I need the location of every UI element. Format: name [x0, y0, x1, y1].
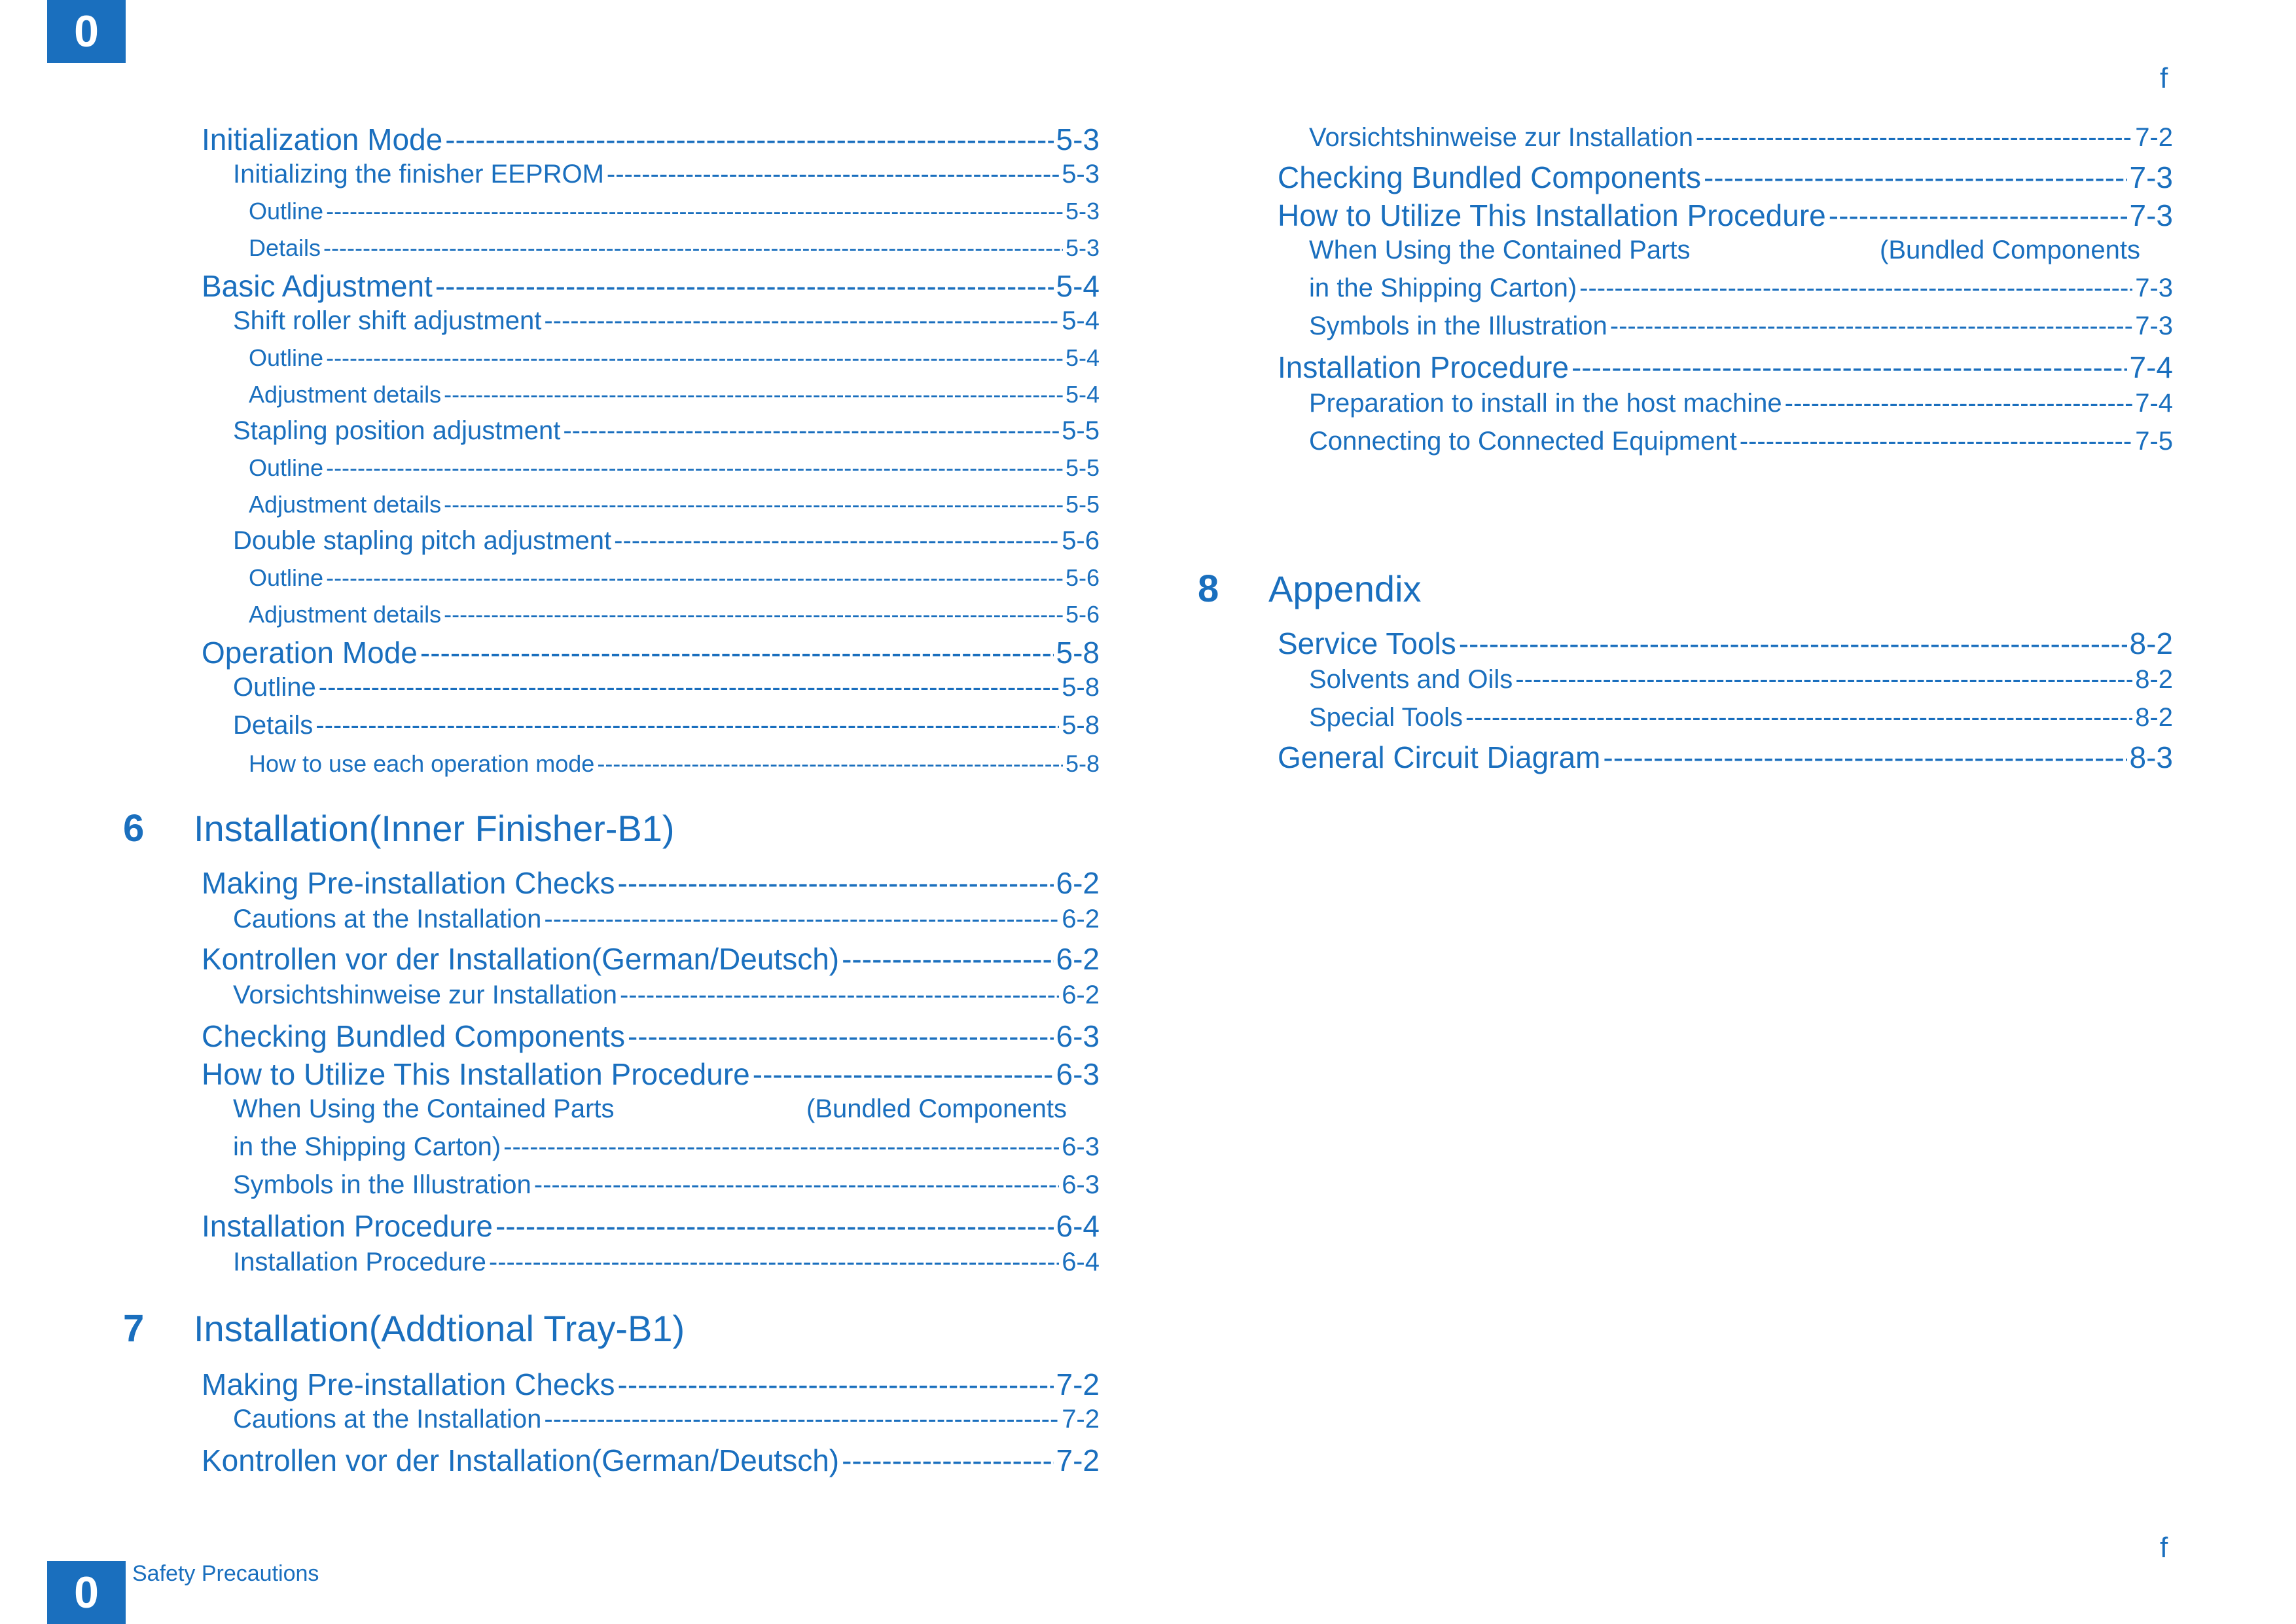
toc-entry[interactable]: Cautions at the Installation ----- 6-2 — [233, 905, 1100, 937]
chapter-title: Appendix — [1268, 568, 1422, 609]
toc-entry[interactable]: Details ----- 5-8 — [233, 711, 1100, 744]
toc-entry[interactable]: Outline ----- 5-5 — [249, 454, 1100, 484]
toc-entry-line: (Bundled Components — [1880, 236, 2141, 264]
toc-entry[interactable]: Special Tools ----- 8-2 — [1309, 703, 2173, 736]
toc-entry[interactable]: How to Utilize This Installation Procedure ----- 7-3 — [1278, 198, 2173, 234]
page-letter-top: f — [2160, 62, 2168, 94]
toc-entry[interactable]: Solvents and Oils ----- 8-2 — [1309, 665, 2173, 698]
chapter-title: Installation(Inner Finisher-B1) — [194, 808, 675, 849]
toc-entry[interactable]: General Circuit Diagram ----- 8-3 — [1278, 740, 2173, 776]
toc-entry[interactable]: Vorsichtshinweise zur Installation ----- 7-2 — [1309, 123, 2173, 156]
toc-entry[interactable]: Preparation to install in the host machine ----- 7-4 — [1309, 389, 2173, 422]
footer-section-label: Safety Precautions — [132, 1561, 319, 1586]
chapter-number: 7 — [123, 1307, 145, 1350]
toc-entry[interactable]: Making Pre-installation Checks ----- 6-2 — [202, 865, 1100, 902]
chapter-heading[interactable] — [123, 1307, 685, 1350]
toc-entry[interactable]: Connecting to Connected Equipment ----- 7-5 — [1309, 427, 2173, 460]
toc-entry[interactable]: Initializing the finisher EEPROM ----- 5-3 — [233, 160, 1100, 192]
toc-entry[interactable]: Details ----- 5-3 — [249, 234, 1100, 264]
toc-entry[interactable]: Checking Bundled Components ----- 6-3 — [202, 1019, 1100, 1055]
toc-entry[interactable]: How to use each operation mode ----- 5-8 — [249, 750, 1100, 780]
chapter-heading[interactable] — [123, 806, 675, 850]
toc-entry[interactable]: Symbols in the Illustration ----- 6-3 — [233, 1170, 1100, 1203]
page-letter-bottom: f — [2160, 1532, 2168, 1564]
toc-entry[interactable]: Adjustment details ----- 5-6 — [249, 601, 1100, 631]
toc-entry[interactable]: Stapling position adjustment ----- 5-5 — [233, 416, 1100, 449]
toc-entry[interactable]: Checking Bundled Components ----- 7-3 — [1278, 160, 2173, 196]
toc-entry-line: (Bundled Components — [806, 1094, 1067, 1123]
toc-entry-line: When Using the Contained Parts — [233, 1094, 615, 1123]
toc-entry[interactable]: Outline ----- 5-3 — [249, 198, 1100, 228]
toc-entry[interactable]: Outline ----- 5-4 — [249, 344, 1100, 374]
toc-entry[interactable]: Vorsichtshinweise zur Installation ----- 6-2 — [233, 981, 1100, 1013]
toc-entry[interactable]: Basic Adjustment ----- 5-4 — [202, 268, 1100, 305]
toc-entry[interactable]: Cautions at the Installation ----- 7-2 — [233, 1405, 1100, 1437]
toc-entry[interactable]: Kontrollen vor der Installation(German/Deutsch) ----- 6-2 — [202, 941, 1100, 978]
toc-entry[interactable]: Shift roller shift adjustment ----- 5-4 — [233, 306, 1100, 339]
toc-entry[interactable]: Operation Mode ----- 5-8 — [202, 635, 1100, 672]
toc-entry[interactable]: Installation Procedure ----- 6-4 — [202, 1208, 1100, 1245]
toc-entry[interactable]: Outline ----- 5-8 — [233, 673, 1100, 706]
toc-entry[interactable]: Initialization Mode ----- 5-3 — [202, 122, 1100, 158]
toc-entry[interactable]: Adjustment details ----- 5-4 — [249, 381, 1100, 411]
toc-entry[interactable]: Symbols in the Illustration ----- 7-3 — [1309, 312, 2173, 344]
chapter-title: Installation(Addtional Tray-B1) — [194, 1308, 685, 1349]
toc-entry[interactable]: Outline ----- 5-6 — [249, 564, 1100, 594]
toc-entry[interactable]: Adjustment details ----- 5-5 — [249, 491, 1100, 521]
toc-entry[interactable]: in the Shipping Carton) ----- 6-3 — [233, 1132, 1100, 1165]
toc-entry[interactable]: How to Utilize This Installation Procedure ----- 6-3 — [202, 1056, 1100, 1093]
chapter-heading[interactable] — [1198, 567, 1422, 611]
toc-entry[interactable]: Double stapling pitch adjustment ----- 5-6 — [233, 526, 1100, 559]
chapter-number: 8 — [1198, 568, 1219, 610]
toc-entry[interactable]: Installation Procedure ----- 7-4 — [1278, 350, 2173, 386]
toc-entry[interactable]: Kontrollen vor der Installation(German/Deutsch) ----- 7-2 — [202, 1443, 1100, 1479]
toc-entry-line: When Using the Contained Parts — [1309, 236, 1691, 264]
chapter-chip-bottom: 0 — [47, 1561, 126, 1624]
chapter-number: 6 — [123, 807, 145, 850]
toc-entry[interactable]: Making Pre-installation Checks ----- 7-2 — [202, 1367, 1100, 1403]
chapter-chip-top: 0 — [47, 0, 126, 63]
toc-entry[interactable]: Installation Procedure ----- 6-4 — [233, 1248, 1100, 1280]
toc-entry[interactable]: Service Tools ----- 8-2 — [1278, 626, 2173, 662]
toc-entry[interactable]: in the Shipping Carton) ----- 7-3 — [1309, 274, 2173, 306]
